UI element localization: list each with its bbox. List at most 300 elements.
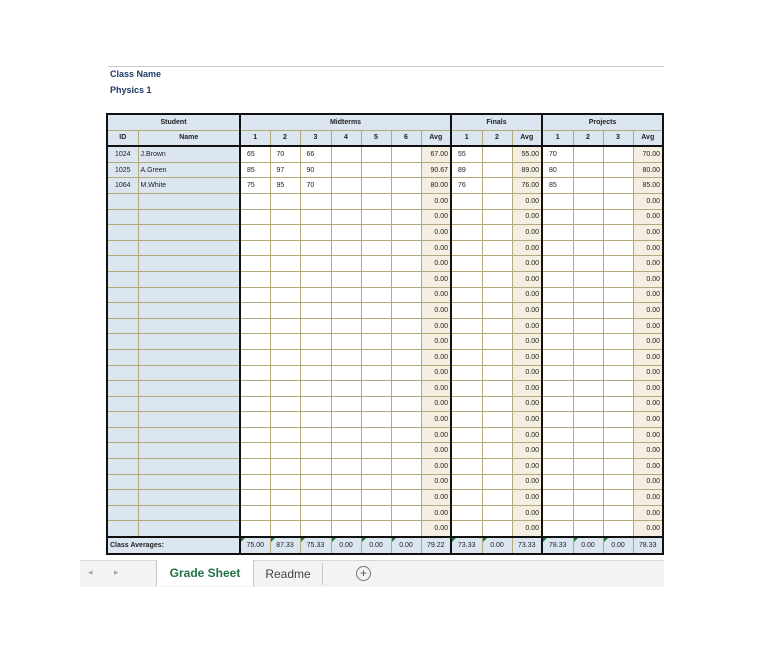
cell-final-score[interactable] — [482, 318, 512, 334]
cell-project-score[interactable] — [542, 474, 573, 490]
cell-midterm-score[interactable] — [270, 334, 300, 350]
cell-name[interactable] — [138, 474, 240, 490]
cell-midterm-score[interactable] — [270, 427, 300, 443]
cell-id[interactable] — [107, 271, 138, 287]
cell-midterm-score[interactable] — [331, 474, 361, 490]
cell-id[interactable] — [107, 209, 138, 225]
cell-midterm-score[interactable] — [270, 240, 300, 256]
cell-id[interactable] — [107, 381, 138, 397]
cell-project-score[interactable] — [603, 474, 633, 490]
cell-project-score[interactable] — [573, 381, 603, 397]
cell-midterm-score[interactable] — [240, 412, 270, 428]
cell-name[interactable]: M.White — [138, 178, 240, 194]
cell-midterm-score[interactable] — [391, 318, 421, 334]
cell-project-score[interactable] — [603, 240, 633, 256]
cell-midterm-score[interactable] — [391, 225, 421, 241]
cell-midterm-score[interactable] — [391, 412, 421, 428]
cell-name[interactable] — [138, 396, 240, 412]
cell-final-score[interactable] — [451, 334, 482, 350]
cell-project-score[interactable] — [603, 349, 633, 365]
cell-midterm-score[interactable] — [240, 225, 270, 241]
cell-final-score[interactable] — [482, 505, 512, 521]
cell-project-score[interactable] — [603, 365, 633, 381]
cell-midterm-score[interactable] — [270, 490, 300, 506]
cell-name[interactable] — [138, 412, 240, 428]
cell-id[interactable] — [107, 521, 138, 537]
cell-midterm-score[interactable] — [240, 303, 270, 319]
cell-final-score[interactable] — [482, 381, 512, 397]
cell-midterm-score[interactable] — [361, 178, 391, 194]
cell-final-score[interactable] — [482, 209, 512, 225]
tab-grade-sheet[interactable]: Grade Sheet — [156, 560, 254, 586]
cell-final-score[interactable] — [451, 349, 482, 365]
cell-midterm-score[interactable] — [391, 505, 421, 521]
cell-midterm-score[interactable] — [331, 396, 361, 412]
cell-id[interactable]: 1064 — [107, 178, 138, 194]
cell-project-score[interactable] — [603, 412, 633, 428]
cell-midterm-score[interactable] — [391, 334, 421, 350]
cell-project-score[interactable] — [603, 225, 633, 241]
cell-midterm-score[interactable] — [300, 349, 331, 365]
cell-project-score[interactable] — [542, 334, 573, 350]
cell-midterm-score[interactable] — [331, 209, 361, 225]
cell-midterm-score[interactable] — [240, 443, 270, 459]
cell-midterm-score[interactable] — [391, 178, 421, 194]
cell-project-score[interactable] — [542, 381, 573, 397]
cell-project-score[interactable] — [542, 193, 573, 209]
cell-midterm-score[interactable] — [391, 162, 421, 178]
cell-midterm-score[interactable] — [240, 505, 270, 521]
cell-id[interactable] — [107, 427, 138, 443]
cell-project-score[interactable] — [542, 209, 573, 225]
cell-project-score[interactable] — [573, 287, 603, 303]
cell-midterm-score[interactable] — [391, 365, 421, 381]
cell-final-score[interactable] — [482, 303, 512, 319]
cell-name[interactable] — [138, 381, 240, 397]
cell-midterm-score[interactable] — [270, 193, 300, 209]
cell-midterm-score[interactable] — [270, 505, 300, 521]
cell-name[interactable] — [138, 318, 240, 334]
cell-final-score[interactable] — [482, 256, 512, 272]
cell-midterm-score[interactable] — [240, 381, 270, 397]
cell-project-score[interactable] — [573, 318, 603, 334]
cell-id[interactable] — [107, 318, 138, 334]
cell-name[interactable] — [138, 256, 240, 272]
cell-project-score[interactable] — [603, 162, 633, 178]
cell-name[interactable] — [138, 349, 240, 365]
cell-midterm-score[interactable] — [361, 474, 391, 490]
cell-id[interactable]: 1024 — [107, 146, 138, 162]
cell-project-score[interactable] — [573, 225, 603, 241]
cell-midterm-score[interactable] — [331, 334, 361, 350]
cell-name[interactable] — [138, 209, 240, 225]
cell-midterm-score[interactable] — [331, 271, 361, 287]
cell-project-score[interactable] — [542, 396, 573, 412]
cell-final-score[interactable]: 76 — [451, 178, 482, 194]
cell-midterm-score[interactable] — [331, 365, 361, 381]
cell-midterm-score[interactable] — [391, 521, 421, 537]
cell-project-score[interactable] — [542, 271, 573, 287]
cell-project-score[interactable] — [603, 303, 633, 319]
cell-project-score[interactable] — [542, 365, 573, 381]
cell-final-score[interactable] — [482, 146, 512, 162]
cell-project-score[interactable] — [542, 521, 573, 537]
cell-midterm-score[interactable] — [240, 396, 270, 412]
cell-final-score[interactable] — [451, 287, 482, 303]
cell-final-score[interactable] — [482, 396, 512, 412]
cell-midterm-score[interactable] — [361, 349, 391, 365]
cell-midterm-score[interactable] — [361, 193, 391, 209]
cell-midterm-score[interactable] — [391, 256, 421, 272]
cell-midterm-score[interactable] — [240, 318, 270, 334]
cell-name[interactable] — [138, 193, 240, 209]
cell-midterm-score[interactable] — [270, 256, 300, 272]
cell-midterm-score[interactable] — [270, 287, 300, 303]
cell-final-score[interactable] — [482, 490, 512, 506]
cell-midterm-score[interactable] — [240, 349, 270, 365]
cell-midterm-score[interactable] — [361, 287, 391, 303]
cell-midterm-score[interactable] — [361, 521, 391, 537]
cell-midterm-score[interactable] — [331, 521, 361, 537]
cell-midterm-score[interactable]: 66 — [300, 146, 331, 162]
cell-id[interactable] — [107, 240, 138, 256]
cell-midterm-score[interactable] — [331, 427, 361, 443]
cell-midterm-score[interactable]: 70 — [270, 146, 300, 162]
cell-name[interactable]: A.Green — [138, 162, 240, 178]
cell-project-score[interactable] — [573, 474, 603, 490]
cell-midterm-score[interactable] — [270, 349, 300, 365]
cell-midterm-score[interactable] — [391, 396, 421, 412]
cell-final-score[interactable] — [482, 412, 512, 428]
cell-midterm-score[interactable] — [331, 505, 361, 521]
cell-midterm-score[interactable] — [240, 474, 270, 490]
cell-final-score[interactable] — [482, 271, 512, 287]
cell-midterm-score[interactable] — [361, 412, 391, 428]
cell-midterm-score[interactable] — [331, 240, 361, 256]
cell-project-score[interactable] — [542, 318, 573, 334]
cell-name[interactable] — [138, 490, 240, 506]
cell-final-score[interactable] — [482, 521, 512, 537]
cell-project-score[interactable] — [542, 505, 573, 521]
cell-midterm-score[interactable] — [331, 146, 361, 162]
cell-final-score[interactable] — [451, 303, 482, 319]
cell-midterm-score[interactable] — [270, 318, 300, 334]
cell-project-score[interactable] — [573, 490, 603, 506]
cell-project-score[interactable] — [603, 193, 633, 209]
cell-project-score[interactable] — [573, 521, 603, 537]
cell-project-score[interactable] — [603, 427, 633, 443]
cell-midterm-score[interactable] — [270, 381, 300, 397]
cell-id[interactable] — [107, 365, 138, 381]
cell-id[interactable] — [107, 349, 138, 365]
cell-midterm-score[interactable] — [361, 381, 391, 397]
cell-project-score[interactable] — [603, 178, 633, 194]
cell-name[interactable] — [138, 505, 240, 521]
cell-midterm-score[interactable] — [331, 490, 361, 506]
cell-midterm-score[interactable]: 75 — [240, 178, 270, 194]
cell-midterm-score[interactable] — [270, 271, 300, 287]
cell-project-score[interactable] — [573, 412, 603, 428]
cell-midterm-score[interactable] — [331, 162, 361, 178]
cell-name[interactable] — [138, 521, 240, 537]
cell-midterm-score[interactable] — [331, 412, 361, 428]
cell-id[interactable] — [107, 412, 138, 428]
cell-midterm-score[interactable] — [361, 271, 391, 287]
class-name-value[interactable]: Physics 1 — [110, 85, 152, 95]
cell-midterm-score[interactable] — [270, 474, 300, 490]
cell-midterm-score[interactable] — [361, 240, 391, 256]
cell-midterm-score[interactable] — [300, 505, 331, 521]
cell-final-score[interactable] — [451, 209, 482, 225]
cell-project-score[interactable] — [573, 365, 603, 381]
cell-midterm-score[interactable] — [331, 318, 361, 334]
cell-project-score[interactable] — [603, 256, 633, 272]
cell-final-score[interactable] — [482, 162, 512, 178]
cell-project-score[interactable] — [542, 225, 573, 241]
cell-final-score[interactable] — [451, 459, 482, 475]
cell-midterm-score[interactable] — [300, 521, 331, 537]
cell-name[interactable] — [138, 287, 240, 303]
cell-midterm-score[interactable] — [361, 459, 391, 475]
cell-midterm-score[interactable] — [331, 178, 361, 194]
cell-midterm-score[interactable] — [300, 193, 331, 209]
cell-project-score[interactable] — [573, 146, 603, 162]
cell-midterm-score[interactable] — [361, 396, 391, 412]
cell-project-score[interactable] — [542, 443, 573, 459]
cell-midterm-score[interactable] — [391, 193, 421, 209]
cell-midterm-score[interactable] — [270, 459, 300, 475]
cell-midterm-score[interactable] — [331, 256, 361, 272]
cell-project-score[interactable] — [603, 505, 633, 521]
cell-id[interactable]: 1025 — [107, 162, 138, 178]
next-sheet-icon[interactable]: ▸ — [114, 567, 119, 577]
cell-project-score[interactable] — [603, 146, 633, 162]
cell-midterm-score[interactable] — [240, 427, 270, 443]
cell-final-score[interactable] — [482, 287, 512, 303]
cell-midterm-score[interactable] — [300, 256, 331, 272]
cell-id[interactable] — [107, 474, 138, 490]
cell-id[interactable] — [107, 225, 138, 241]
cell-project-score[interactable] — [603, 490, 633, 506]
cell-final-score[interactable] — [451, 474, 482, 490]
cell-midterm-score[interactable] — [270, 365, 300, 381]
cell-project-score[interactable] — [573, 178, 603, 194]
cell-midterm-score[interactable] — [391, 303, 421, 319]
cell-midterm-score[interactable] — [391, 490, 421, 506]
cell-midterm-score[interactable] — [331, 381, 361, 397]
cell-project-score[interactable] — [542, 427, 573, 443]
cell-project-score[interactable] — [542, 490, 573, 506]
cell-midterm-score[interactable] — [240, 240, 270, 256]
cell-id[interactable] — [107, 287, 138, 303]
cell-final-score[interactable] — [482, 178, 512, 194]
cell-name[interactable] — [138, 225, 240, 241]
cell-project-score[interactable] — [542, 240, 573, 256]
cell-midterm-score[interactable] — [300, 443, 331, 459]
cell-midterm-score[interactable] — [361, 225, 391, 241]
cell-project-score[interactable] — [573, 209, 603, 225]
cell-midterm-score[interactable] — [391, 349, 421, 365]
cell-project-score[interactable] — [573, 459, 603, 475]
cell-midterm-score[interactable]: 85 — [240, 162, 270, 178]
cell-project-score[interactable] — [573, 349, 603, 365]
cell-midterm-score[interactable] — [300, 381, 331, 397]
cell-name[interactable] — [138, 443, 240, 459]
cell-id[interactable] — [107, 490, 138, 506]
cell-midterm-score[interactable] — [240, 334, 270, 350]
cell-project-score[interactable] — [542, 412, 573, 428]
cell-project-score[interactable]: 70 — [542, 146, 573, 162]
cell-midterm-score[interactable] — [391, 459, 421, 475]
cell-midterm-score[interactable] — [391, 381, 421, 397]
cell-project-score[interactable] — [603, 459, 633, 475]
cell-midterm-score[interactable] — [361, 303, 391, 319]
cell-name[interactable] — [138, 303, 240, 319]
cell-final-score[interactable] — [451, 412, 482, 428]
cell-midterm-score[interactable] — [391, 240, 421, 256]
cell-midterm-score[interactable] — [300, 365, 331, 381]
cell-midterm-score[interactable] — [361, 146, 391, 162]
cell-id[interactable] — [107, 193, 138, 209]
cell-project-score[interactable] — [603, 381, 633, 397]
cell-midterm-score[interactable] — [300, 303, 331, 319]
cell-project-score[interactable] — [573, 443, 603, 459]
cell-id[interactable] — [107, 443, 138, 459]
tab-readme[interactable]: Readme — [254, 563, 323, 585]
cell-final-score[interactable] — [451, 443, 482, 459]
cell-midterm-score[interactable] — [331, 287, 361, 303]
cell-midterm-score[interactable]: 70 — [300, 178, 331, 194]
cell-final-score[interactable] — [482, 240, 512, 256]
cell-midterm-score[interactable] — [300, 225, 331, 241]
cell-project-score[interactable] — [573, 162, 603, 178]
cell-midterm-score[interactable] — [331, 349, 361, 365]
cell-final-score[interactable] — [482, 427, 512, 443]
cell-midterm-score[interactable] — [391, 427, 421, 443]
cell-project-score[interactable] — [542, 459, 573, 475]
cell-midterm-score[interactable] — [240, 490, 270, 506]
cell-midterm-score[interactable] — [361, 443, 391, 459]
cell-project-score[interactable] — [573, 303, 603, 319]
cell-midterm-score[interactable] — [391, 474, 421, 490]
cell-final-score[interactable] — [451, 381, 482, 397]
cell-final-score[interactable] — [482, 443, 512, 459]
cell-midterm-score[interactable] — [331, 459, 361, 475]
cell-midterm-score[interactable]: 90 — [300, 162, 331, 178]
cell-midterm-score[interactable] — [331, 303, 361, 319]
cell-midterm-score[interactable] — [240, 256, 270, 272]
cell-final-score[interactable]: 89 — [451, 162, 482, 178]
cell-midterm-score[interactable] — [300, 474, 331, 490]
cell-midterm-score[interactable] — [270, 521, 300, 537]
cell-id[interactable] — [107, 256, 138, 272]
cell-midterm-score[interactable] — [300, 209, 331, 225]
cell-name[interactable] — [138, 240, 240, 256]
cell-id[interactable] — [107, 396, 138, 412]
cell-final-score[interactable] — [482, 459, 512, 475]
add-sheet-icon[interactable]: + — [356, 566, 371, 581]
cell-midterm-score[interactable] — [361, 256, 391, 272]
cell-id[interactable] — [107, 303, 138, 319]
cell-midterm-score[interactable] — [240, 521, 270, 537]
cell-name[interactable]: J.Brown — [138, 146, 240, 162]
cell-midterm-score[interactable] — [240, 365, 270, 381]
cell-final-score[interactable] — [451, 396, 482, 412]
cell-project-score[interactable] — [573, 193, 603, 209]
cell-final-score[interactable] — [482, 474, 512, 490]
cell-midterm-score[interactable] — [361, 505, 391, 521]
cell-project-score[interactable] — [542, 287, 573, 303]
cell-midterm-score[interactable] — [270, 396, 300, 412]
cell-name[interactable] — [138, 365, 240, 381]
cell-final-score[interactable] — [451, 225, 482, 241]
cell-name[interactable] — [138, 271, 240, 287]
cell-project-score[interactable] — [573, 271, 603, 287]
cell-midterm-score[interactable] — [300, 459, 331, 475]
cell-project-score[interactable] — [573, 334, 603, 350]
cell-midterm-score[interactable] — [391, 287, 421, 303]
cell-midterm-score[interactable]: 95 — [270, 178, 300, 194]
cell-midterm-score[interactable] — [240, 193, 270, 209]
cell-midterm-score[interactable] — [240, 459, 270, 475]
cell-midterm-score[interactable] — [361, 365, 391, 381]
cell-midterm-score[interactable] — [270, 412, 300, 428]
cell-id[interactable] — [107, 505, 138, 521]
cell-project-score[interactable] — [603, 287, 633, 303]
cell-final-score[interactable] — [482, 349, 512, 365]
cell-midterm-score[interactable] — [361, 490, 391, 506]
cell-midterm-score[interactable] — [300, 412, 331, 428]
cell-midterm-score[interactable] — [391, 209, 421, 225]
cell-project-score[interactable] — [603, 443, 633, 459]
cell-midterm-score[interactable] — [300, 318, 331, 334]
cell-final-score[interactable] — [451, 193, 482, 209]
cell-final-score[interactable] — [451, 256, 482, 272]
prev-sheet-icon[interactable]: ◂ — [88, 567, 93, 577]
cell-project-score[interactable] — [573, 427, 603, 443]
cell-midterm-score[interactable] — [331, 193, 361, 209]
cell-midterm-score[interactable] — [270, 303, 300, 319]
cell-midterm-score[interactable] — [361, 162, 391, 178]
cell-name[interactable] — [138, 334, 240, 350]
cell-midterm-score[interactable] — [300, 396, 331, 412]
cell-project-score[interactable] — [603, 318, 633, 334]
cell-midterm-score[interactable] — [391, 443, 421, 459]
cell-midterm-score[interactable] — [270, 225, 300, 241]
cell-project-score[interactable] — [603, 521, 633, 537]
cell-id[interactable] — [107, 459, 138, 475]
cell-midterm-score[interactable] — [270, 209, 300, 225]
cell-project-score[interactable] — [573, 396, 603, 412]
cell-midterm-score[interactable] — [240, 271, 270, 287]
cell-midterm-score[interactable]: 97 — [270, 162, 300, 178]
cell-final-score[interactable] — [482, 193, 512, 209]
cell-final-score[interactable] — [451, 427, 482, 443]
cell-midterm-score[interactable] — [300, 287, 331, 303]
cell-midterm-score[interactable] — [300, 240, 331, 256]
cell-midterm-score[interactable] — [240, 287, 270, 303]
cell-name[interactable] — [138, 427, 240, 443]
cell-project-score[interactable]: 80 — [542, 162, 573, 178]
cell-project-score[interactable] — [603, 209, 633, 225]
cell-final-score[interactable] — [451, 521, 482, 537]
cell-midterm-score[interactable] — [270, 443, 300, 459]
cell-midterm-score[interactable] — [300, 427, 331, 443]
cell-project-score[interactable] — [542, 303, 573, 319]
cell-final-score[interactable] — [451, 490, 482, 506]
cell-final-score[interactable] — [451, 505, 482, 521]
cell-midterm-score[interactable] — [331, 443, 361, 459]
